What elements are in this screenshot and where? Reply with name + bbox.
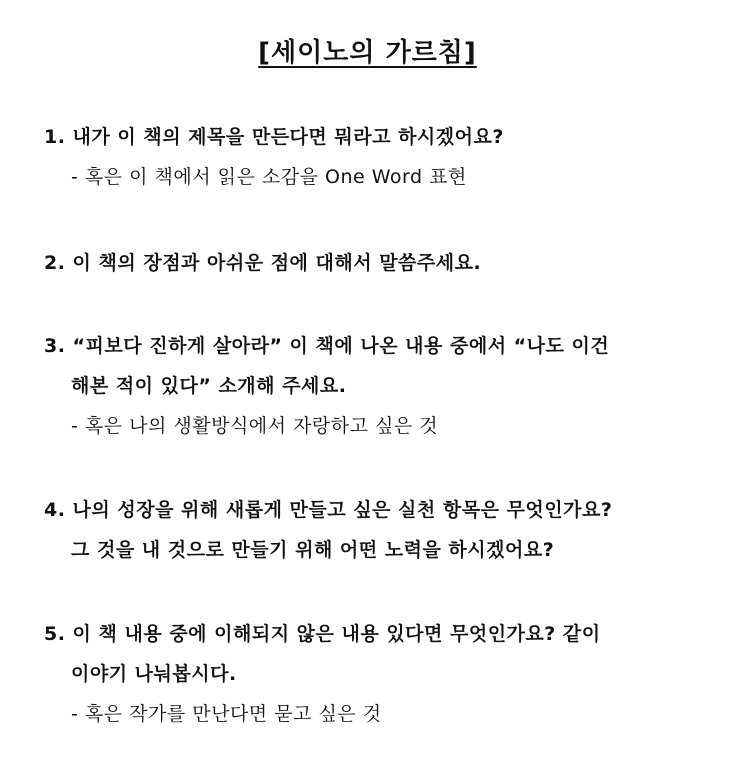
question-2-text: 2. 이 책의 장점과 아쉬운 점에 대해서 말씀주세요. xyxy=(44,252,482,274)
question-4-text-line-1: 4. 나의 성장을 위해 새롭게 만들고 싶은 실천 항목은 무엇인가요? xyxy=(44,499,613,521)
question-5 xyxy=(44,614,714,734)
question-3-text-line-1: 3. “피보다 진하게 살아라” 이 책에 나온 내용 중에서 “나도 이건 xyxy=(44,335,610,357)
question-3-subtext: - 혹은 나의 생활방식에서 자랑하고 싶은 것 xyxy=(71,415,439,437)
question-5-subtext: - 혹은 작가를 만난다면 묻고 싶은 것 xyxy=(71,703,382,725)
question-1 xyxy=(44,117,714,197)
question-4-text-line-2: 그 것을 내 것으로 만들기 위해 어떤 노력을 하시겠어요? xyxy=(71,539,555,561)
question-2 xyxy=(44,243,714,283)
question-5-text-line-2: 이야기 나눠봅시다. xyxy=(71,663,237,685)
question-4 xyxy=(44,490,714,570)
question-3 xyxy=(44,326,714,446)
question-1-text: 1. 내가 이 책의 제목을 만든다면 뭐라고 하시겠어요? xyxy=(44,126,504,148)
page-title xyxy=(0,32,735,69)
page-title-text: [세이노의 가르침] xyxy=(258,38,477,68)
question-3-text-line-2: 해본 적이 있다” 소개해 주세요. xyxy=(71,375,347,397)
question-5-text-line-1: 5. 이 책 내용 중에 이해되지 않은 내용 있다면 무엇인가요? 같이 xyxy=(44,623,601,645)
question-1-subtext: - 혹은 이 책에서 읽은 소감을 One Word 표현 xyxy=(71,166,467,188)
